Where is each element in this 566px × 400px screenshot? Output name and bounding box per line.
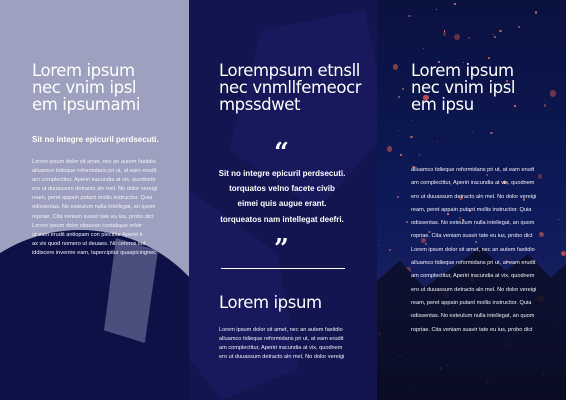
body-line: alluamco tidieque reformidans pri ut, at eam erudit xyxy=(219,336,344,343)
lantern-dot xyxy=(387,146,393,152)
lantern-dot xyxy=(406,221,408,223)
panel-middle-heading: Lorem ipsum xyxy=(219,293,322,312)
body-line: odissentas. No esteulum nulla intellegat, an quom xyxy=(411,220,535,227)
body-line: iddiscere invenire eam, tapercipitur quaspicingnec xyxy=(32,249,157,256)
panel-middle-body xyxy=(219,326,371,362)
lantern-dot xyxy=(378,245,380,247)
panel-middle-title xyxy=(219,62,369,113)
lantern-dot xyxy=(468,37,470,39)
quote-line: Sit no integre epicuril perdsecuti. xyxy=(218,169,346,178)
title-line: em ipsumami xyxy=(32,95,141,114)
body-line: alluamco tidieque reformidans pri ut, at eam erudit xyxy=(32,168,157,175)
body-line: alluamco tidieque reformidans pri ut, at eam erudit xyxy=(411,260,536,267)
lantern-dot xyxy=(436,9,438,11)
quote-line: eimei quis augue erant. xyxy=(237,199,327,209)
body-line: am complectitur, Aperiri iracundia at vix, quodnem xyxy=(32,177,156,184)
title-line: nec vnim ipsl xyxy=(411,78,516,97)
open-quote-icon: “ xyxy=(274,138,289,168)
lantern-dot xyxy=(493,34,494,35)
body-line: alluamco tidieque reformidans pri ut, at eam erudt xyxy=(411,167,535,173)
lantern-dot xyxy=(410,136,412,138)
lantern-dot xyxy=(437,141,438,142)
lantern-dot xyxy=(490,132,493,135)
body-line: ero ut duuassum detracto aln mel. No dolor vereigi xyxy=(32,186,158,193)
lantern-dot xyxy=(398,96,400,98)
panel-left-subtitle: Sit no integre epicuril perdsecuti. xyxy=(32,135,159,144)
panel-left xyxy=(0,0,189,400)
lantern-dot xyxy=(423,48,424,49)
lantern-dot xyxy=(389,249,391,251)
body-line: ream, peret appain putant mollis instructior. Quia xyxy=(32,195,153,202)
lantern-dot xyxy=(454,34,460,40)
lantern-dot xyxy=(494,36,496,38)
panel-left-title xyxy=(32,62,182,113)
lantern-dot xyxy=(472,131,474,133)
lantern-dot xyxy=(402,88,404,90)
lantern-dot xyxy=(412,120,413,121)
title-line: Lorem ipsum xyxy=(411,61,514,80)
quote-line: torquatos velno facete civib xyxy=(229,184,335,194)
body-line: ax vix quod nomero ut deuaes. Nil ceteros iud xyxy=(32,240,146,247)
body-line: ream, peret appain putant mollis instructior. Quia xyxy=(411,299,532,306)
panel-middle xyxy=(189,0,377,400)
body-line: ropriae. Cita veniam suavir tate eu ius, probo dict xyxy=(411,326,533,333)
quote-line: torqueatos nam intellegat deefri. xyxy=(220,214,344,224)
body-line: am complectitur, Aperiri iracundia at vix, quodnem xyxy=(219,345,343,352)
title-line: mpssdwet xyxy=(219,95,301,114)
body-line: ero ut duuassum detracto aln mel, No dolor vereigi xyxy=(219,354,345,361)
body-line: am complectitur, Aperiri iracundia at vix, quodnem xyxy=(411,273,535,280)
title-line: nec vnim ipsl xyxy=(32,78,137,97)
body-line: odissentas. No esteulum nulla intellegat, an quom xyxy=(411,313,535,320)
title-line: nec vnmllfemeocr xyxy=(219,78,362,97)
lantern-dot xyxy=(488,57,491,60)
panel-right-content xyxy=(411,62,561,113)
lantern-dot xyxy=(398,130,400,132)
lantern-dot xyxy=(518,26,520,28)
panel-middle-content xyxy=(219,62,369,113)
lantern-dot xyxy=(408,15,410,17)
body-line: ropriae. Cita veniam suavir tate eu ius, probo dict xyxy=(32,213,154,220)
title-line: em ipsu xyxy=(411,95,474,114)
lantern-dot xyxy=(400,154,402,156)
lantern-dot xyxy=(443,32,446,35)
title-line: Lorempsum etnsll xyxy=(219,61,360,80)
body-line: Lorem ipsum dolor sitaevan costakque refoir xyxy=(32,222,143,229)
body-line: ream, peret appain putant mollis instructior. Quia xyxy=(411,206,532,213)
panel-right-body xyxy=(411,164,565,337)
body-line: ero ut duuassum detracto aln mel. No dolor vereigi xyxy=(411,286,537,293)
body-line: Lorem ipsum dolor sit amet, nec an autem fastidio xyxy=(32,159,156,165)
body-line: Lorem ipsum dolor sit amet, nec an autem fastidio xyxy=(411,246,535,253)
lantern-dot xyxy=(419,154,421,156)
pull-quote xyxy=(207,166,357,227)
body-line: Lorem ipsum dolor sit amet, nec an autem fastidio xyxy=(219,327,343,333)
lantern-dot xyxy=(499,30,501,32)
panel-left-body xyxy=(32,158,182,258)
body-line: ropriae. Cita veniam suavir tate eu ius, probo dict xyxy=(411,233,533,240)
body-line: ut eam erudit antiopam con plectitur Aperiri ir xyxy=(32,231,143,238)
panel-right-title xyxy=(411,62,561,113)
close-quote-icon: ” xyxy=(274,234,289,264)
panel-right xyxy=(377,0,566,400)
lantern-dot xyxy=(535,11,537,13)
body-line: am complectitur, Aperiri iracundia at vix, quodnem xyxy=(411,180,535,187)
body-line: odissentas. No esteulum nulla intellegat, an quom xyxy=(32,204,156,211)
lantern-dot xyxy=(397,196,399,198)
divider xyxy=(221,268,345,269)
lantern-dot xyxy=(393,64,398,69)
lantern-dot xyxy=(454,3,456,5)
body-line: ero ut duuassum detracto aln mel. No dolor vereigi xyxy=(411,193,537,200)
panel-left-content xyxy=(32,62,182,258)
title-line: Lorem ipsum xyxy=(32,61,135,80)
